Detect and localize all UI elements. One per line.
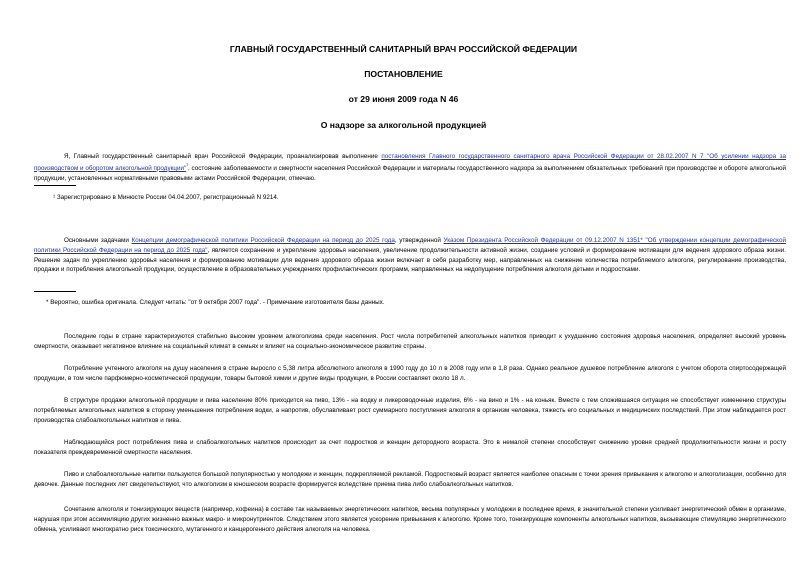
document-type: ПОСТАНОВЛЕНИЕ — [364, 69, 443, 79]
p2-text-b: , утвержденной — [394, 237, 444, 244]
decree-2007-link[interactable]: постановления Главного государственного санитарного врача Российской Федерации от 28.02.2007 N 7 "Об усилении надзора за производством и оборотом алкогольной продукции" — [34, 153, 786, 172]
paragraph-3: Последние годы в стране характеризуются стабильно высоким уровнем алкоголизма среди населения. Рост числа потребителей алкогольных напитков приводит к ухудшению состояния здоровья населения, определяет высокий уровень смертности, оказывает негативное влияние на социальный климат в семьях и влияет на социально-экономическое развитие страны. — [34, 333, 786, 350]
document-title: О надзоре за алкогольной продукцией — [320, 120, 487, 130]
authority-heading: ГЛАВНЫЙ ГОСУДАРСТВЕННЫЙ САНИТАРНЫЙ ВРАЧ РОССИЙСКОЙ ФЕДЕРАЦИИ — [229, 44, 578, 54]
footnote-mark-1: ¹ — [186, 162, 188, 169]
document-date-number: от 29 июня 2009 года N 46 — [348, 94, 459, 104]
paragraph-5: В структуре продажи алкогольной продукции и пива население 80% приходится на пиво, 13% - на водку и ликероводочные изделия, 6% - на вино и 1% - на коньяк. Вместе с тем сложившаяся ситуация не способствует изменению структуры потребляемых алкогольных напитков в сторону уменьшения потребления водки, а напротив, обуславливает рост суммарного поступления алкоголя в организм человека, тяжесть его социальных и медицинских последствий. При этом наблюдается рост производства слабоалкогольных напитков и пива. — [34, 397, 786, 424]
footnote-separator-1 — [34, 185, 76, 186]
footnote-1: ¹ Зарегистрировано в Минюсте России 04.04.2007, регистрационный N 9214. — [53, 194, 279, 201]
p2-text-a: Основными задачами — [64, 237, 132, 244]
demographic-concept-link[interactable]: Концепции демографической политики Российской Федерации на период до 2025 года — [131, 237, 395, 244]
p2-text-c: , является сохранение и укрепление здоровья населения, увеличение продолжительности активной жизни, создание условий и формирование мотивации для ведения здорового образа жизни. Решение задач по укреплению здоровья населения и формированию мотивации для ведения здорового образа жизни включает в себя разработку мер, направленных на снижение количества потребляемого алкоголя, регулирование производства, продажи и потребления алкогольной продукции, осуществление в образовательных учреждениях профилактических программ, направленных на недопущение потребления алкоголя детьми и подростками. — [34, 246, 786, 274]
paragraph-4: Потребление учтенного алкоголя на душу населения в стране выросло с 5,38 литра абсолютного алкоголя в 1990 году до 10 л в 2008 году или в 1,8 раза. Однако реальное душевое потребление алкоголя с учетом оборота спиртосодержащей продукции, в том числе парфюмерно-косметической продукции, товары бытовой химии и другие виды продукции, в России составляет около 18 л. — [34, 365, 786, 382]
p1-text-a: Я, Главный государственный санитарный врач Российской Федерации, проанализировав выполнение — [64, 153, 382, 160]
footnote-2: * Вероятно, ошибка оригинала. Следует читать: "от 9 октября 2007 года". - Примечание изготовителя базы данных. — [46, 299, 385, 306]
paragraph-6: Наблюдающийся рост потребления пива и слабоалкогольных напитков происходит за счет подростков и женщин детородного возраста. Это в немалой степени способствует снижению уровня средней продолжительности жизни и росту показателя преждевременной смертности населения. — [34, 439, 786, 456]
p1-text-b: , состояние заболеваемости и смертности населения Российской Федерации и материалы государственного надзора за выполнением обязательных требований при производстве и обороте алкогольной продукции, установленных нормативными правовыми актами Российской Федерации, отмечаю. — [34, 164, 786, 182]
paragraph-2 — [34, 236, 786, 275]
paragraph-1 — [34, 152, 786, 183]
paragraph-8: Сочетание алкоголя и тонизирующих веществ (например, кофеина) в составе так называемых энергетических напитков, весьма популярных у молодежи в последнее время, в значительной степени усиливает энергетический обмен в организме, нарушая при этом ассимиляцию других жизненно важных макро- и микронутриентов. Следствием этого является ускорение привыкания к алкоголю. Кроме того, тонизирующие компоненты алкогольных напитков, вызывающие стимуляцию энергетического обмена, усиливают многократно риск токсического, мутагенного и канцерогенного действия алкоголя на человека. — [34, 506, 786, 533]
paragraph-7: Пиво и слабоалкогольные напитки пользуются большой популярностью у молодежи и женщин, подкрепляемой рекламой. Подростковый возраст является наиболее опасным с точки зрения привыкания к алкоголю и алкоголизации, особенно для девочек. Данные последних лет свидетельствуют, что алкоголизм в юношеском возрасте формируется вследствие приема пива либо слабоалкогольных напитков. — [34, 471, 786, 488]
footnote-separator-2 — [34, 291, 76, 292]
presidential-decree-link[interactable]: Указом Президента Российской Федерации от 09.12.2007 N 1351* "Об утверждении концепции демографической политики Российской Федерации на период до 2025 года" — [34, 237, 786, 254]
